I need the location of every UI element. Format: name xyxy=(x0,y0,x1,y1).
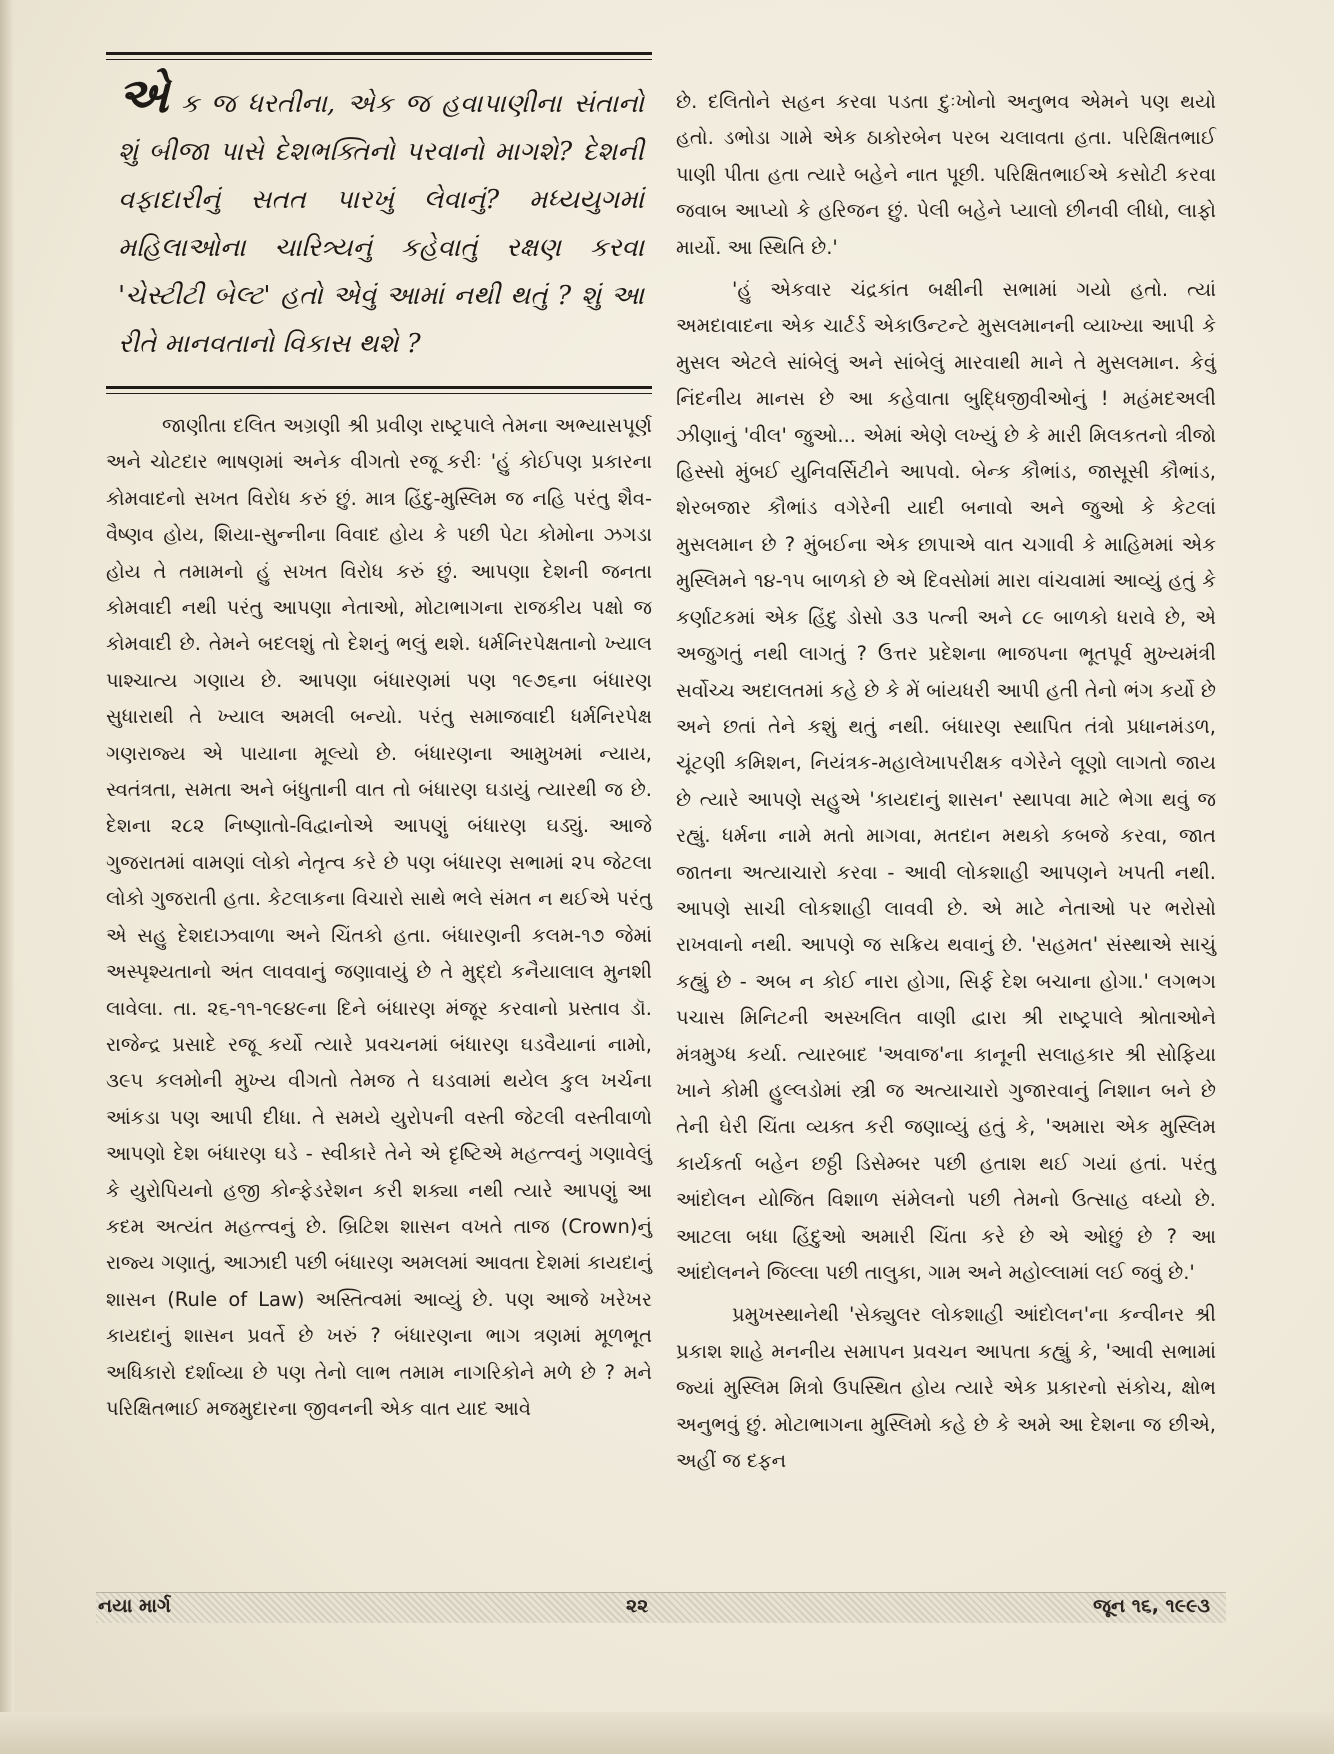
right-paragraph-2: 'હું એકવાર ચંદ્રકાંત બક્ષીની સભામાં ગયો હતો. ત્યાં અમદાવાદના એક ચાર્ટર્ડ એકાઉન્ટન્ટે મુસલમાનની વ્યાખ્યા આપી કે મુસલ એટલે સાંબેલું અને સાંબેલું મારવાથી માને તે મુસલમાન. કેવું નિંદનીય માનસ છે આ કહેવાતા બુદ્ધિજીવીઓનું ! મહંમદઅલી ઝીણાનું 'વીલ' જુઓ... એમાં એણે લખ્યું છે કે મારી મિલકતનો ત્રીજો હિસ્સો મુંબઈ યુનિવર્સિટીને આપવો. બેન્ક કૌભાંડ, જાસૂસી કૌભાંડ, શેરબજાર કૌભાંડ વગેરેની યાદી બનાવો અને જુઓ કે કેટલાં મુસલમાન છે ? મુંબઈના એક છાપાએ વાત ચગાવી કે માહિમમાં એક મુસ્લિમને ૧૪-૧૫ બાળકો છે એ દિવસોમાં મારા વાંચવામાં આવ્યું હતું કે કર્ણાટકમાં એક હિંદુ ડોસો ૩૩ પત્ની અને ૮૯ બાળકો ધરાવે છે, એ અજુગતું નથી લાગતું ? ઉત્તર પ્રદેશના ભાજપના ભૂતપૂર્વ મુખ્યમંત્રી સર્વોચ્ચ અદાલતમાં કહે છે કે મેં બાંયધરી આપી હતી તેનો ભંગ કર્યો છે અને છતાં તેને કશું થતું નથી. બંધારણ સ્થાપિત તંત્રો પ્રધાનમંડળ, ચૂંટણી કમિશન, નિયંત્રક-મહાલેખાપરીક્ષક વગેરેને લૂણો લાગતો જાય છે ત્યારે આપણે સહુએ 'કાયદાનું શાસન' સ્થાપવા માટે ભેગા થવું જ રહ્યું. ધર્મના નામે મતો માગવા, મતદાન મથકો કબજે કરવા, જાત જાતના અત્યાચારો કરવા - આવી લોકશાહી આપણને ખપતી નથી. આપણે સાચી લોકશાહી લાવવી છે. એ માટે નેતાઓ પર ભરોસો રાખવાનો નથી. આપણે જ સક્રિય થવાનું છે. 'સહમત' સંસ્થાએ સાચું કહ્યું છે - અબ ન કોઈ નારા હોગા, સિર્ફ દેશ બચાના હોગા.' લગભગ પચાસ મિનિટની અસ્ખલિત વાણી દ્વારા શ્રી રાષ્ટ્રપાલે શ્રોતાઓને મંત્રમુગ્ધ કર્યા. ત્યારબાદ 'અવાજ'ના કાનૂની સલાહકાર શ્રી સોફિયા ખાને કોમી હુલ્લડોમાં સ્ત્રી જ અત્યાચારો ગુજારવાનું નિશાન બને છે તેની ઘેરી ચિંતા વ્યક્ત કરી જણાવ્યું હતું કે, 'અમારા એક મુસ્લિમ કાર્યકર્તા બહેન છઠ્ઠી ડિસેમ્બર પછી હતાશ થઈ ગયાં હતાં. પરંતુ આંદોલન યોજિત વિશાળ સંમેલનો પછી તેમનો ઉત્સાહ વધ્યો છે. આટલા બધા હિંદુઓ અમારી ચિંતા કરે છે એ ઓછું છે ? આ આંદોલનને જિલ્લા પછી તાલુકા, ગામ અને મહોલ્લામાં લઈ જવું છે.' xyxy=(676,278,1216,1284)
right-paragraph-3: પ્રમુખસ્થાનેથી 'સેક્યુલર લોકશાહી આંદોલન'ના કન્વીનર શ્રી પ્રકાશ શાહે મનનીય સમાપન પ્રવચન આપતા કહ્યું કે, 'આવી સભામાં જ્યાં મુસ્લિમ મિત્રો ઉપસ્થિત હોય ત્યારે એક પ્રકારનો સંકોચ, ક્ષોભ અનુભવું છું. મોટાભાગના મુસ્લિમો કહે છે કે અમે આ દેશના જ છીએ, અહીં જ દફન xyxy=(676,1303,1216,1473)
left-column xyxy=(106,52,652,1427)
page-edge-shadow xyxy=(0,0,14,1754)
page-number: ૨૨ xyxy=(626,1595,649,1617)
pull-quote-bottom-rule xyxy=(106,386,652,394)
page-footer xyxy=(96,1592,1226,1623)
right-paragraph-1: છે. દલિતોને સહન કરવા પડતા દુઃખોનો અનુભવ એમને પણ થયો હતો. ડભોડા ગામે એક ઠાકોરબેન પરબ ચલાવતા હતા. પરિક્ષિતભાઈ પાણી પીતા હતા ત્યારે બહેને નાત પૂછી. પરિક્ષિતભાઈએ કસોટી કરવા જવાબ આપ્યો કે હરિજન છું. પેલી બહેને પ્યાલો છીનવી લીધો, લાફો માર્યો. આ સ્થિતિ છે.' xyxy=(676,90,1216,259)
page-bottom-edge xyxy=(0,1712,1334,1754)
magazine-name: નયા માર્ગ xyxy=(98,1595,171,1617)
pull-quote-text: ક જ ધરતીના, એક જ હવાપાણીના સંતાનો શું બીજા પાસે દેશભક્તિનો પરવાનો માગશે? દેશની વફાદારીનું સતત પારખું લેવાનું? મધ્યયુગમાં મહિલાઓના ચારિત્ર્યનું કહેવાતું રક્ષણ કરવા 'ચેસ્ટીટી બેલ્ટ' હતો એવું આમાં નથી થતું ? શું આ રીતે માનવતાનો વિકાસ થશે ? xyxy=(118,89,645,359)
left-body-paragraph: જાણીતા દલિત અગ્રણી શ્રી પ્રવીણ રાષ્ટ્રપાલે તેમના અભ્યાસપૂર્ણ અને ચોટદાર ભાષણમાં અનેક વીગતો રજૂ કરીઃ 'હું કોઈપણ પ્રકારના કોમવાદનો સખત વિરોધ કરું છું. માત્ર હિંદુ-મુસ્લિમ જ નહિ પરંતુ શૈવ-વૈષ્ણવ હોય, શિયા-સુન્નીના વિવાદ હોય કે પછી પેટા કોમોના ઝગડા હોય તે તમામનો હું સખત વિરોધ કરું છું. આપણા દેશની જનતા કોમવાદી નથી પરંતુ આપણા નેતાઓ, મોટાભાગના રાજકીય પક્ષો જ કોમવાદી છે. તેમને બદલશું તો દેશનું ભલું થશે. ધર્મનિરપેક્ષતાનો ખ્યાલ પાશ્ચાત્ય ગણાય છે. આપણા બંધારણમાં પણ ૧૯૭૬ના બંધારણ સુધારાથી તે ખ્યાલ અમલી બન્યો. પરંતુ સમાજવાદી ધર્મનિરપેક્ષ ગણરાજ્ય એ પાયાના મૂલ્યો છે. બંધારણના આમુખમાં ન્યાય, સ્વતંત્રતા, સમતા અને બંધુતાની વાત તો બંધારણ ઘડાયું ત્યારથી જ છે. દેશના ૨૮૨ નિષ્ણાતો-વિદ્વાનોએ આપણું બંધારણ ઘડ્યું. આજે ગુજરાતમાં વામણાં લોકો નેતૃત્વ કરે છે પણ બંધારણ સભામાં ૨૫ જેટલા લોકો ગુજરાતી હતા. કેટલાકના વિચારો સાથે ભલે સંમત ન થઈએ પરંતુ એ સહુ દેશદાઝવાળા અને ચિંતકો હતા. બંધારણની કલમ-૧૭ જેમાં અસ્પૃશ્યતાનો અંત લાવવાનું જણાવાયું છે તે મુદ્દો કનૈયાલાલ મુનશી લાવેલા. તા. ૨૬-૧૧-૧૯૪૯ના દિને બંધારણ મંજૂર કરવાનો પ્રસ્તાવ ડૉ. રાજેન્દ્ર પ્રસાદે રજૂ કર્યો ત્યારે પ્રવચનમાં બંધારણ ઘડવૈયાનાં નામો, ૩૯૫ કલમોની મુખ્ય વીગતો તેમજ તે ઘડવામાં થયેલ કુલ ખર્ચના આંકડા પણ આપી દીધા. તે સમયે યુરોપની વસ્તી જેટલી વસ્તીવાળો આપણો દેશ બંધારણ ઘડે - સ્વીકારે તેને એ દૃષ્ટિએ મહત્ત્વનું ગણાવેલું કે યુરોપિયનો હજી કોન્ફેડરેશન કરી શક્યા નથી ત્યારે આપણું આ કદમ અત્યંત મહત્ત્વનું છે. બ્રિટિશ શાસન વખતે તાજ (Crown)નું રાજ્ય ગણાતું, આઝાદી પછી બંધારણ અમલમાં આવતા દેશમાં કાયદાનું શાસન (Rule of Law) અસ્તિત્વમાં આવ્યું છે. પણ આજે ખરેખર કાયદાનું શાસન પ્રવર્તે છે ખરું ? બંધારણના ભાગ ત્રણમાં મૂળભૂત અધિકારો દર્શાવ્યા છે પણ તેનો લાભ તમામ નાગરિકોને મળે છે ? મને પરિક્ષિતભાઈ મજમુદારના જીવનની એક વાત યાદ આવે xyxy=(106,414,652,1420)
right-column xyxy=(676,84,1216,1479)
issue-date: જૂન ૧૬, ૧૯૯૩ xyxy=(1093,1595,1210,1617)
pull-quote xyxy=(106,60,652,380)
drop-cap: એ xyxy=(118,68,169,124)
top-rule xyxy=(106,52,652,60)
